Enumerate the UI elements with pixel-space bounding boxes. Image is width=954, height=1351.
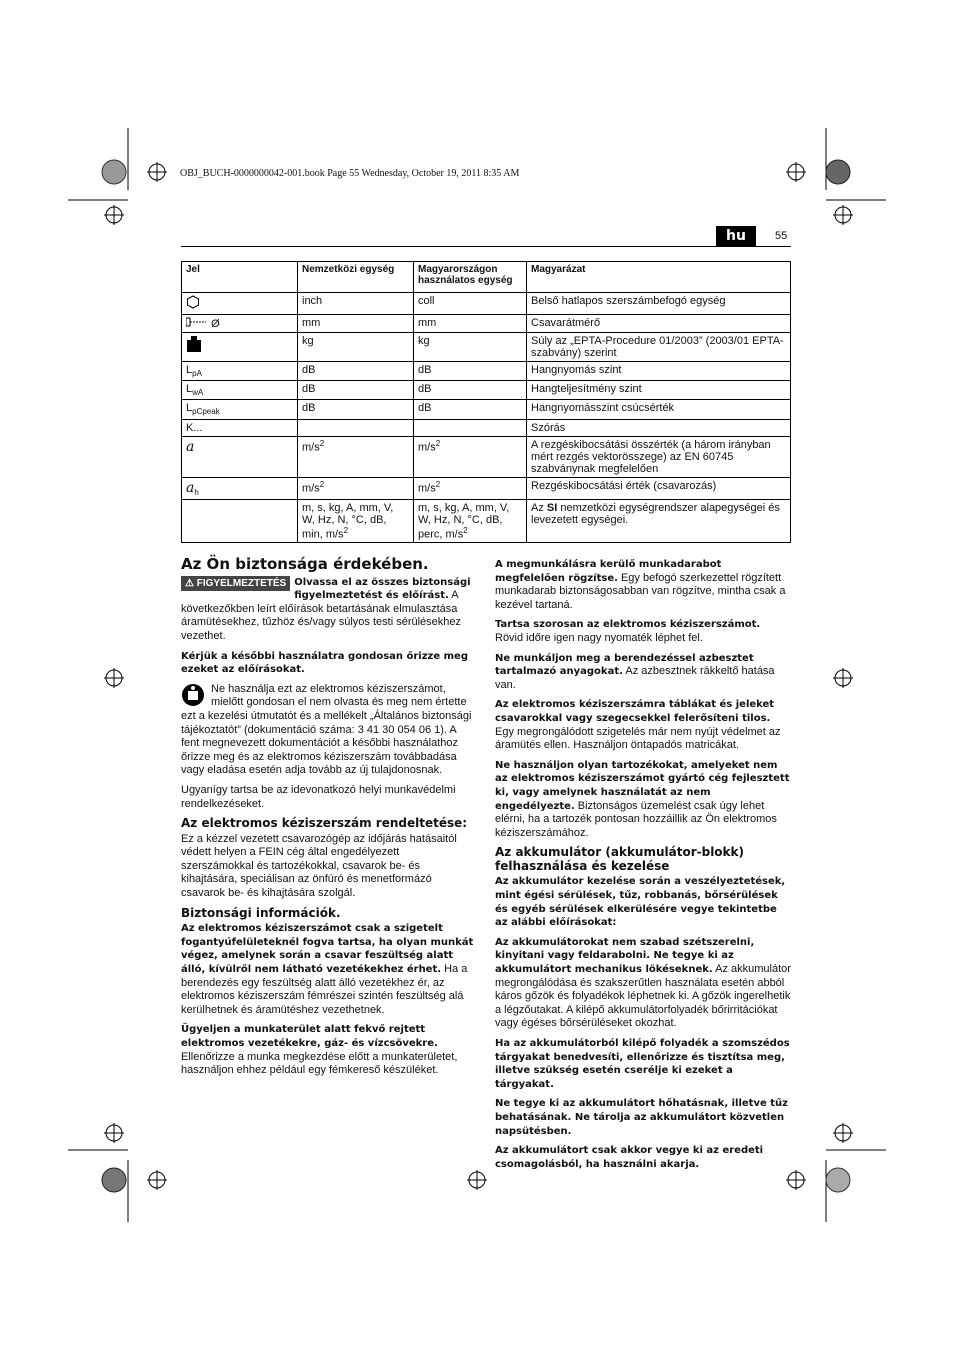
symbol: a <box>186 438 195 455</box>
symbol: L <box>186 364 193 376</box>
read-manual-text: Ne használja ezt az elektromos kéziszerszámot, mielőtt gondosan el nem olvasta és meg nem értette ezt a kezelési útmutatót és a mellékelt „Általános biztonsági tájékoztatót” (dokumentáció száma: 3 41 30 054 06 1). A fent megnevezett dokumentációt a későbbi használathoz őrizze meg és az elektromos kéziszerszám továbbadása vagy eladása esetén adja tovább az új tulajdonosnak. <box>181 682 472 777</box>
symbol: L <box>186 383 193 396</box>
table-cell: K... <box>182 419 298 436</box>
left-column <box>181 555 475 1084</box>
table-cell: dB <box>414 400 527 419</box>
warning-text: A következőkben leírt előírások betartásának elmulasztása áramütésekhez, tűzhöz és/vagy súlyos testi sérülésekhez vezethet. <box>181 589 462 642</box>
table-cell: Hangnyomásszint csúcsérték <box>527 400 791 419</box>
battery-paragraph: Az akkumulátort csak akkor vegye ki az eredeti csomagolásból, ha használni akarja. <box>495 1145 764 1170</box>
table-cell: Rezgéskibocsátási érték (csavarozás) <box>527 477 791 499</box>
table-header-cell: Nemzetközi egység <box>298 262 414 293</box>
unit: m/s <box>302 441 320 454</box>
bold-text: Ne használjon olyan tartozékokat, amelyeket nem az elektromos kéziszerszámot gyártó cég fejlesztett ki, vagy amelynek használatát az nem engedélyezte. <box>495 759 790 812</box>
safety-heading: Biztonsági információk. <box>181 905 341 920</box>
section-title: Az Ön biztonsága érdekében. <box>181 555 429 573</box>
battery-heading: Az akkumulátor (akkumulátor-blokk) felhasználása és kezelése <box>495 845 744 873</box>
file-header-line: OBJ_BUCH-0000000042-001.book Page 55 Wednesday, October 19, 2011 8:35 AM <box>180 168 520 179</box>
table-cell: m, s, kg, A, mm, V, W, Hz, N, °C, dB, perc, $m/s^2$ <box>414 499 527 543</box>
table-cell: $m/s^2$ <box>414 477 527 499</box>
safety-paragraph <box>495 759 791 841</box>
table-cell: Hangteljesítmény szint <box>527 381 791 400</box>
language-badge: hu <box>716 226 756 246</box>
bold-text: Ügyeljen a munkaterület alatt fekvő rejtett elektromos vezetékekre, gáz- és vízcsövekre. <box>181 1024 438 1049</box>
si-label: SI <box>546 501 558 514</box>
table-cell: Csavarátmérő <box>527 315 791 333</box>
table-cell <box>182 362 298 381</box>
table-cell: kg <box>298 333 414 362</box>
right-column <box>495 558 791 1177</box>
table-cell <box>182 381 298 400</box>
unit: m/s <box>418 441 436 454</box>
symbol-subscript: pCpeak <box>192 407 220 417</box>
table-cell: Szórás <box>527 419 791 436</box>
table-cell <box>182 477 298 499</box>
intended-use-heading: Az elektromos kéziszerszám rendeltetése: <box>181 816 468 831</box>
bold-text: A megmunkálásra kerülő munkadarabot megfelelően rögzítse. <box>495 559 722 584</box>
table-cell: inch <box>298 293 414 315</box>
table-row <box>182 436 791 477</box>
table-cell <box>182 315 298 333</box>
table-cell <box>414 419 527 436</box>
table-row <box>182 419 791 436</box>
paragraph: Ugyanígy tartsa be az idevonatkozó helyi munkavédelmi rendelkezéseket. <box>181 783 456 810</box>
table-row <box>182 362 791 381</box>
table-row <box>182 333 791 362</box>
text: Ellenőrizze a munka megkezdése előtt a munkaterületet, használjon ehhez például egy fémkereső készüléket. <box>181 1050 458 1077</box>
table-cell: Belső hatlapos szerszámbefogó egység <box>527 293 791 315</box>
warning-bold: Olvassa el az összes biztonsági figyelmeztetést és előírást. <box>294 576 471 602</box>
symbol: a <box>186 479 195 496</box>
header-rule <box>181 246 791 247</box>
table-cell: Hangnyomás szint <box>527 362 791 381</box>
text: Egy befogó szerkezettel rögzített munkadarab biztonságosabban van rögzítve, mintha csak a kezével tartaná. <box>495 571 786 611</box>
safety-paragraph <box>495 618 791 645</box>
table-cell: $m/s^2$ <box>414 436 527 477</box>
battery-paragraph <box>495 936 791 1031</box>
read-manual-paragraph <box>181 683 475 778</box>
safety-paragraph <box>181 922 475 1017</box>
safety-paragraph <box>495 698 791 752</box>
table-cell: $m/s^2$ <box>298 436 414 477</box>
table-cell: dB <box>414 381 527 400</box>
table-row <box>182 315 791 333</box>
table-header-cell: Jel <box>182 262 298 293</box>
text: Az akkumulátor megrongálódása és szakszerűtlen használata esetén abból káros gőzök és folyadékok léphetnek ki. A gőzök ingerelhetik a légzőutakat. A kilépő akkumulátorfolyadék bőrirritációkat vagy égéses bőrsérüléseket okozhat. <box>495 963 791 1030</box>
bold-text: Az elektromos kéziszerszámot csak a szigetelt fogantyúfelületeknél fogva tartsa, ha olyan munkát végez, amelynek során a csavar feszültség alatt álló, kívülről nem látható vezetékekhez érhet. <box>181 923 474 976</box>
text: Egy megrongálódott szigetelés már nem nyújt védelmet az áramütés ellen. Használjon öntapadós matricákat. <box>495 725 781 752</box>
safety-paragraph <box>181 1023 475 1077</box>
table-cell: dB <box>298 381 414 400</box>
table-row <box>182 477 791 499</box>
symbol-subscript: pA <box>192 369 202 379</box>
page-number: 55 <box>775 230 788 242</box>
table-cell: dB <box>298 400 414 419</box>
table-cell <box>298 419 414 436</box>
bold-text: Az elektromos kéziszerszámra táblákat és jeleket csavarokkal vagy szegecsekkel felerősíteni tilos. <box>495 699 775 724</box>
symbol-subscript: h <box>194 487 199 497</box>
table-cell: coll <box>414 293 527 315</box>
table-cell: mm <box>298 315 414 333</box>
text: Biztonságos üzemelést csak úgy lehet elérni, ha a tartozék pontosan hozzáillik az Ön elektromos kéziszerszámához. <box>495 799 777 839</box>
table-row <box>182 400 791 419</box>
battery-paragraph: Ne tegye ki az akkumulátort hőhatásnak, illetve tűz behatásának. Ne tárolja az akkumulátort közvetlen napsütésben. <box>495 1098 788 1137</box>
keep-instructions: Kérjük a későbbi használatra gondosan őrizze meg ezeket az előírásokat. <box>181 650 469 676</box>
warning-badge: ⚠ FIGYELMEZTETÉS <box>181 576 290 592</box>
symbol-subscript: wA <box>192 388 204 398</box>
unit: m/s <box>302 482 320 495</box>
table-cell <box>182 499 298 543</box>
table-header-cell: Magyarázat <box>527 262 791 293</box>
weight-icon <box>182 333 298 362</box>
text: Rövid időre igen nagy nyomaték léphet fel. <box>495 631 703 644</box>
unit-list: m, s, kg, A, mm, V, W, Hz, N, °C, dB, min, m/s <box>302 501 394 541</box>
table-cell: Súly az „EPTA-Procedure 01/2003” (2003/01 EPTA-szabvány) szerint <box>527 333 791 362</box>
warning-paragraph <box>181 576 475 644</box>
safety-paragraph <box>495 652 791 693</box>
table-header-cell: Magyarországon használatos egység <box>414 262 527 293</box>
diameter-symbol: Ø <box>211 318 220 330</box>
bold-text: Ne munkáljon meg a berendezéssel azbesztet tartalmazó anyagokat. <box>495 652 754 678</box>
symbol: L <box>186 402 193 415</box>
table-header-row <box>182 262 791 293</box>
table-cell <box>182 436 298 477</box>
screw-icon <box>186 317 208 327</box>
table-cell: dB <box>414 362 527 381</box>
unit-list: m, s, kg, A, mm, V, W, Hz, N, °C, dB, perc, m/s <box>418 501 510 541</box>
table-cell: $m/s^2$ <box>298 477 414 499</box>
table-cell: mm <box>414 315 527 333</box>
text: Az azbesztnek rákkeltő hatása van. <box>495 665 775 691</box>
table-cell: m, s, kg, A, mm, V, W, Hz, N, °C, dB, min, $m/s^2$ <box>298 499 414 543</box>
table-cell: A rezgéskibocsátási összérték (a három irányban mért rezgés vektorösszege) az EN 60745 szabványnak megfelelően <box>527 436 791 477</box>
text: nemzetközi egységrendszer alapegységei és levezetett egységei. <box>531 501 780 526</box>
bold-text: Tartsa szorosan az elektromos kéziszerszámot. <box>495 619 761 631</box>
table-row <box>182 293 791 315</box>
safety-paragraph <box>495 558 791 612</box>
unit: m/s <box>418 482 436 495</box>
text: Ha a berendezés egy feszültség alatt álló vezetékhez ér, az elektromos kéziszerszám fémrészei szintén feszültség alá kerülhetnek és áramütéshez vezethetnek. <box>181 963 468 1016</box>
table-row <box>182 499 791 543</box>
table-cell: dB <box>298 362 414 381</box>
battery-paragraph: Ha az akkumulátorból kilépő folyadék a szomszédos tárgyakat benedvesíti, ellenőrizze és tisztítsa meg, illetve szükség esetén cserélje ki ezeket a tárgyakat. <box>495 1038 790 1090</box>
hex-socket-icon <box>182 293 298 315</box>
table-cell: kg <box>414 333 527 362</box>
text: Az <box>531 501 547 514</box>
table-row <box>182 381 791 400</box>
bold-text: Az akkumulátorokat nem szabad szétszerelni, kinyitani vagy feldarabolni. Ne tegye ki az akkumulátort mechanikus lökéseknek. <box>495 936 755 976</box>
table-cell <box>182 400 298 419</box>
battery-paragraph: Az akkumulátor kezelése során a veszélyeztetések, mint égési sérülések, tűz, robbanás, bőrsérülések és egyéb sérülések elkerülésére vegye tekintetbe az alábbi előírásokat: <box>495 876 786 929</box>
table-cell <box>527 499 791 543</box>
warning-label: FIGYELMEZTETÉS <box>196 577 287 589</box>
intended-use-text: Ez a kézzel vezetett csavarozógép az időjárás hatásaitól védett helyen a FEIN cég által engedélyezett szerszámokkal és tartozékokkal, csavarok be- és kihajtására, speciálisan az önfúró és menetformázó csavarok be- és kihajtására szolgál. <box>181 832 457 900</box>
read-manual-icon <box>181 683 205 707</box>
symbols-table <box>181 261 791 543</box>
